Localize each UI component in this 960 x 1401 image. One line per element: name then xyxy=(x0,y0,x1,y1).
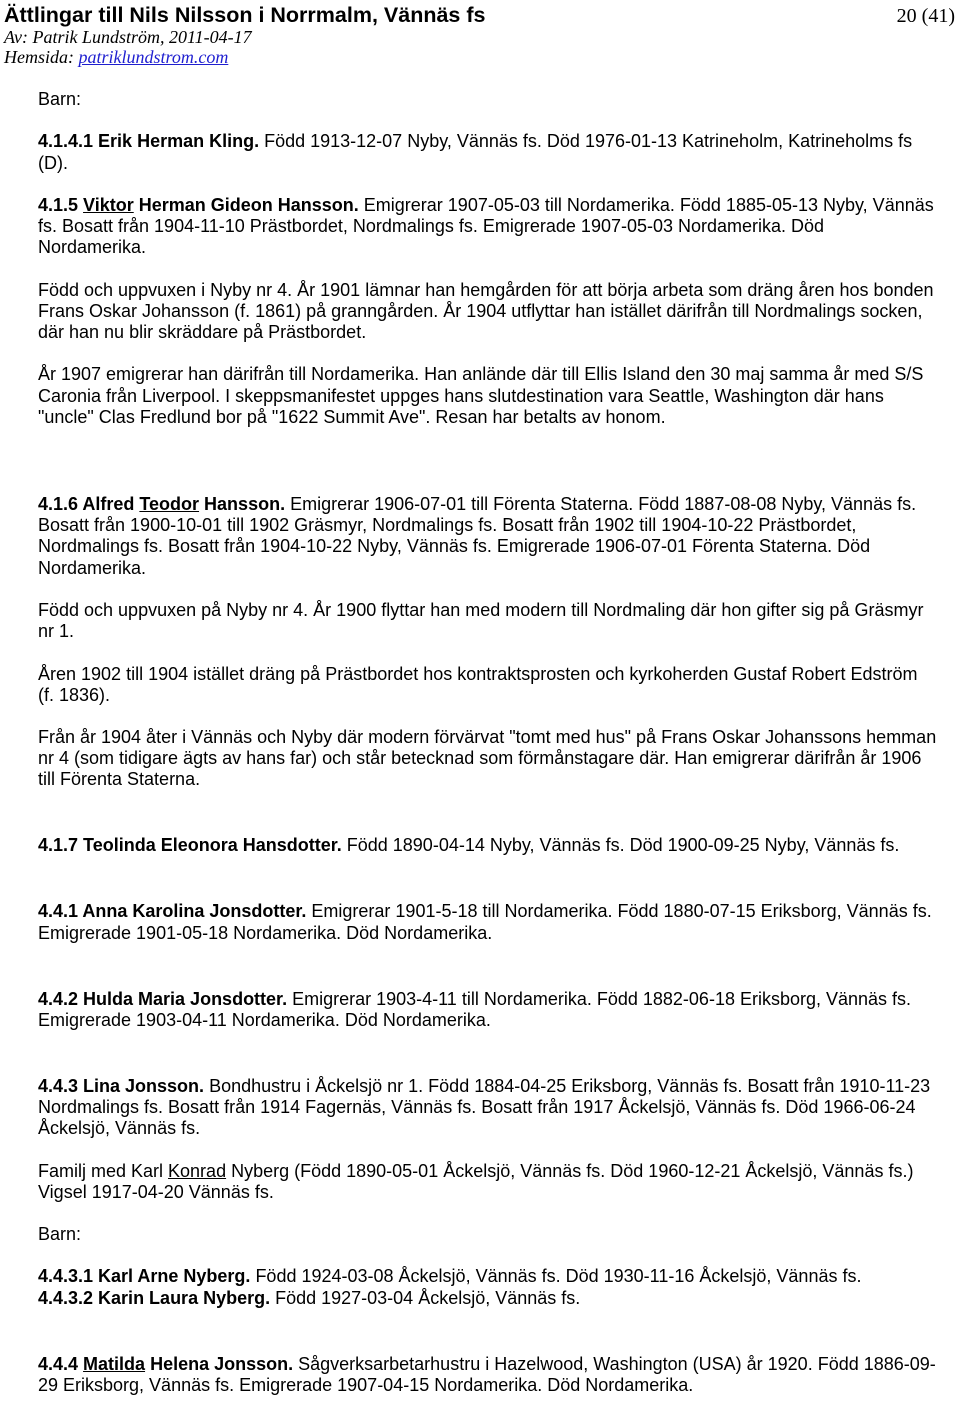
text-run: Familj med Karl xyxy=(38,1160,169,1181)
text-line xyxy=(38,664,936,685)
text-run: Åckelsjö, Vännäs fs. xyxy=(38,1118,201,1139)
person-entry xyxy=(38,195,936,428)
paragraph xyxy=(38,89,936,110)
text-run: nr 1. xyxy=(38,621,75,642)
text-line xyxy=(38,1266,936,1287)
text-line xyxy=(38,989,936,1010)
text-run: Emigrerar 1907-05-03 till Nordamerika. Född 1885-05-13 Nyby, Vännäs xyxy=(358,194,934,215)
text-run: Vigsel 1917-04-20 Vännäs fs. xyxy=(38,1181,274,1202)
text-line xyxy=(38,1010,936,1031)
paragraph xyxy=(38,727,936,791)
text-line xyxy=(38,1097,936,1118)
text-line xyxy=(38,301,936,322)
text-line xyxy=(38,386,936,407)
person-heading: 4.4.3.2 Karin Laura Nyberg. xyxy=(38,1287,271,1308)
text-line xyxy=(38,407,936,428)
calling-name: Viktor xyxy=(83,194,134,215)
text-line xyxy=(38,685,936,706)
text-run: Bondhustru i Åckelsjö nr 1. Född 1884-04-25 Eriksborg, Vännäs fs. Bosatt från 1910-11-23 xyxy=(204,1075,931,1096)
person-heading: 4.4.3.1 Karl Arne Nyberg. xyxy=(38,1266,251,1287)
text-run: nr 4 (som tidigare ägts av hans far) och står betecknad som förmånstagare där. Han emigrerar därifrån år 1906 xyxy=(38,748,922,769)
continued-children-list xyxy=(38,89,936,174)
text-line xyxy=(38,237,936,258)
person-heading: 4.4.3 Lina Jonsson. xyxy=(38,1075,205,1096)
text-line xyxy=(38,1354,936,1375)
text-run: Född och uppvuxen på Nyby nr 4. År 1900 flyttar han med modern till Nordmaling där hon gifter sig på Gräsmyr xyxy=(38,599,924,620)
paragraph xyxy=(38,494,936,579)
person-entry xyxy=(38,901,936,943)
text-line xyxy=(38,153,936,174)
text-line xyxy=(38,1161,936,1182)
text-line xyxy=(38,195,936,216)
text-line xyxy=(38,1375,936,1396)
text-line xyxy=(38,769,936,790)
paragraph xyxy=(38,1161,936,1203)
paragraph xyxy=(38,280,936,344)
text-run: "uncle" Clas Fredlund bor på "1622 Summit Ave". Resan har betalts av honom. xyxy=(38,406,666,427)
homepage-link[interactable]: patriklundstrom.com xyxy=(78,47,229,67)
paragraph xyxy=(38,835,936,856)
paragraph xyxy=(38,901,936,943)
text-line xyxy=(38,923,936,944)
text-line xyxy=(38,558,936,579)
text-line xyxy=(38,280,936,301)
paragraph xyxy=(38,664,936,706)
person-entry xyxy=(38,494,936,791)
person-entry xyxy=(38,1076,936,1309)
text-line xyxy=(38,515,936,536)
text-line xyxy=(38,1224,936,1245)
paragraph xyxy=(38,1224,936,1245)
text-run: Nordmalings fs. Bosatt från 1904-10-22 Nyby, Vännäs fs. Emigrerade 1906-07-01 Förenta Staterna. Död xyxy=(38,536,871,557)
person-entry xyxy=(38,835,936,856)
person-heading: Herman Gideon Hansson. xyxy=(133,194,359,215)
author-line: Av: Patrik Lundström, 2011-04-17 xyxy=(4,27,252,47)
text-run: Emigrerar 1903-4-11 till Nordamerika. Född 1882-06-18 Eriksborg, Vännäs fs. xyxy=(287,988,912,1009)
text-line xyxy=(38,216,936,237)
paragraph xyxy=(38,1076,936,1140)
paragraph xyxy=(38,195,936,259)
text-run: (f. 1836). xyxy=(38,684,111,705)
person-heading: 4.1.4.1 Erik Herman Kling. xyxy=(38,131,260,152)
text-line xyxy=(38,600,936,621)
text-run: Barn: xyxy=(38,89,82,109)
person-entry xyxy=(38,1354,936,1396)
text-run: till Förenta Staterna. xyxy=(38,769,201,790)
text-line xyxy=(38,727,936,748)
text-line xyxy=(38,835,936,856)
document-title: Ättlingar till Nils Nilsson i Norrmalm, Vännäs fs xyxy=(4,3,486,27)
text-line xyxy=(38,1076,936,1097)
text-line xyxy=(38,89,936,110)
text-line xyxy=(38,536,936,557)
text-run: Bosatt från 1900-10-01 till 1902 Gräsmyr, Nordmalings fs. Bosatt från 1902 till 1904-10-22 Prästbordet, xyxy=(38,515,857,536)
text-run: Åren 1902 till 1904 istället dräng på Prästbordet hos kontraktsprosten och kyrkoherden Gustaf Robert Edström xyxy=(38,663,918,684)
paragraph xyxy=(38,1266,936,1308)
person-heading: 4.1.7 Teolinda Eleonora Hansdotter. xyxy=(38,835,342,856)
person-entry xyxy=(38,989,936,1031)
paragraph xyxy=(38,1354,936,1396)
document-body xyxy=(38,89,936,1396)
text-run: där han nu blir skräddare på Prästbordet. xyxy=(38,322,367,343)
person-heading: Hansson. xyxy=(199,494,286,514)
text-run: Född 1913-12-07 Nyby, Vännäs fs. Död 1976-01-13 Katrineholm, Katrineholms fs xyxy=(259,131,913,152)
calling-name: Teodor xyxy=(139,494,200,514)
person-heading: 4.1.6 Alfred xyxy=(38,494,140,514)
text-line xyxy=(38,901,936,922)
text-run: Född 1890-04-14 Nyby, Vännäs fs. Död 1900-09-25 Nyby, Vännäs fs. xyxy=(341,835,900,856)
text-line xyxy=(38,1118,936,1139)
text-run: 29 Eriksborg, Vännäs fs. Emigrerade 1907-04-15 Nordamerika. Död Nordamerika. xyxy=(38,1374,694,1395)
text-run: Barn: xyxy=(38,1224,82,1245)
text-run: Nordamerika. xyxy=(38,237,147,258)
person-heading: 4.4.2 Hulda Maria Jonsdotter. xyxy=(38,988,288,1009)
person-heading: 4.4.4 xyxy=(38,1353,84,1374)
person-heading: 4.1.5 xyxy=(38,194,84,215)
text-run: Emigrerar 1906-07-01 till Förenta Staterna. Född 1887-08-08 Nyby, Vännäs fs. xyxy=(285,494,917,514)
text-run: Frans Oskar Johansson (f. 1861) på granngården. År 1904 utflyttar han istället därifrån till Nordmalings socken, xyxy=(38,300,923,321)
text-line xyxy=(38,621,936,642)
text-run: Sågverksarbetarhustru i Hazelwood, Washington (USA) år 1920. Född 1886-09- xyxy=(293,1353,936,1374)
calling-name: Konrad xyxy=(168,1160,227,1181)
text-run: Nordamerika. xyxy=(38,557,147,578)
text-line xyxy=(38,748,936,769)
paragraph xyxy=(38,989,936,1031)
text-run: Född 1927-03-04 Åckelsjö, Vännäs fs. xyxy=(270,1287,581,1308)
text-line xyxy=(38,494,936,515)
text-run: (D). xyxy=(38,152,68,173)
text-run: Emigrerar 1901-5-18 till Nordamerika. Född 1880-07-15 Eriksborg, Vännäs fs. xyxy=(306,901,932,922)
text-line xyxy=(38,1182,936,1203)
homepage-label: Hemsida: xyxy=(4,47,74,67)
text-line xyxy=(38,364,936,385)
text-line xyxy=(38,131,936,152)
paragraph xyxy=(38,131,936,173)
text-run: Från år 1904 åter i Vännäs och Nyby där modern förvärvat "tomt med hus" på Frans Oskar Johanssons hemman xyxy=(38,727,937,748)
text-line xyxy=(38,322,936,343)
text-run: År 1907 emigrerar han därifrån till Nordamerika. Han anlände där till Ellis Island den 30 maj samma år med S/S xyxy=(38,364,924,385)
text-run: Född och uppvuxen i Nyby nr 4. År 1901 lämnar han hemgården för att börja arbeta som dräng åren hos bonden xyxy=(38,279,934,300)
paragraph xyxy=(38,600,936,642)
person-heading: 4.4.1 Anna Karolina Jonsdotter. xyxy=(38,901,307,922)
text-run: Emigrerade 1903-04-11 Nordamerika. Död Nordamerika. xyxy=(38,1009,491,1030)
text-run: Caronia från Liverpool. I skeppsmanifestet uppges hans slutdestination vara Seattle, Washington där hans xyxy=(38,385,884,406)
text-run: Nordmalings fs. Bosatt från 1914 Fagernäs, Vännäs fs. Bosatt från 1917 Åckelsjö, Vännäs fs. Död 1966-06-24 xyxy=(38,1096,916,1117)
paragraph xyxy=(38,364,936,428)
homepage-line xyxy=(4,47,228,67)
person-heading: Helena Jonsson. xyxy=(145,1353,294,1374)
page-number: 20 (41) xyxy=(896,5,955,27)
text-run: Född 1924-03-08 Åckelsjö, Vännäs fs. Död 1930-11-16 Åckelsjö, Vännäs fs. xyxy=(250,1266,862,1287)
text-run: Emigrerade 1901-05-18 Nordamerika. Död Nordamerika. xyxy=(38,922,493,943)
text-run: Nyberg (Född 1890-05-01 Åckelsjö, Vännäs fs. Död 1960-12-21 Åckelsjö, Vännäs fs.) xyxy=(226,1160,914,1181)
text-line xyxy=(38,1288,936,1309)
text-run: fs. Bosatt från 1904-11-10 Prästbordet, Nordmalings fs. Emigrerade 1907-05-03 Nordamerika. Död xyxy=(38,216,825,237)
calling-name: Matilda xyxy=(83,1353,146,1374)
